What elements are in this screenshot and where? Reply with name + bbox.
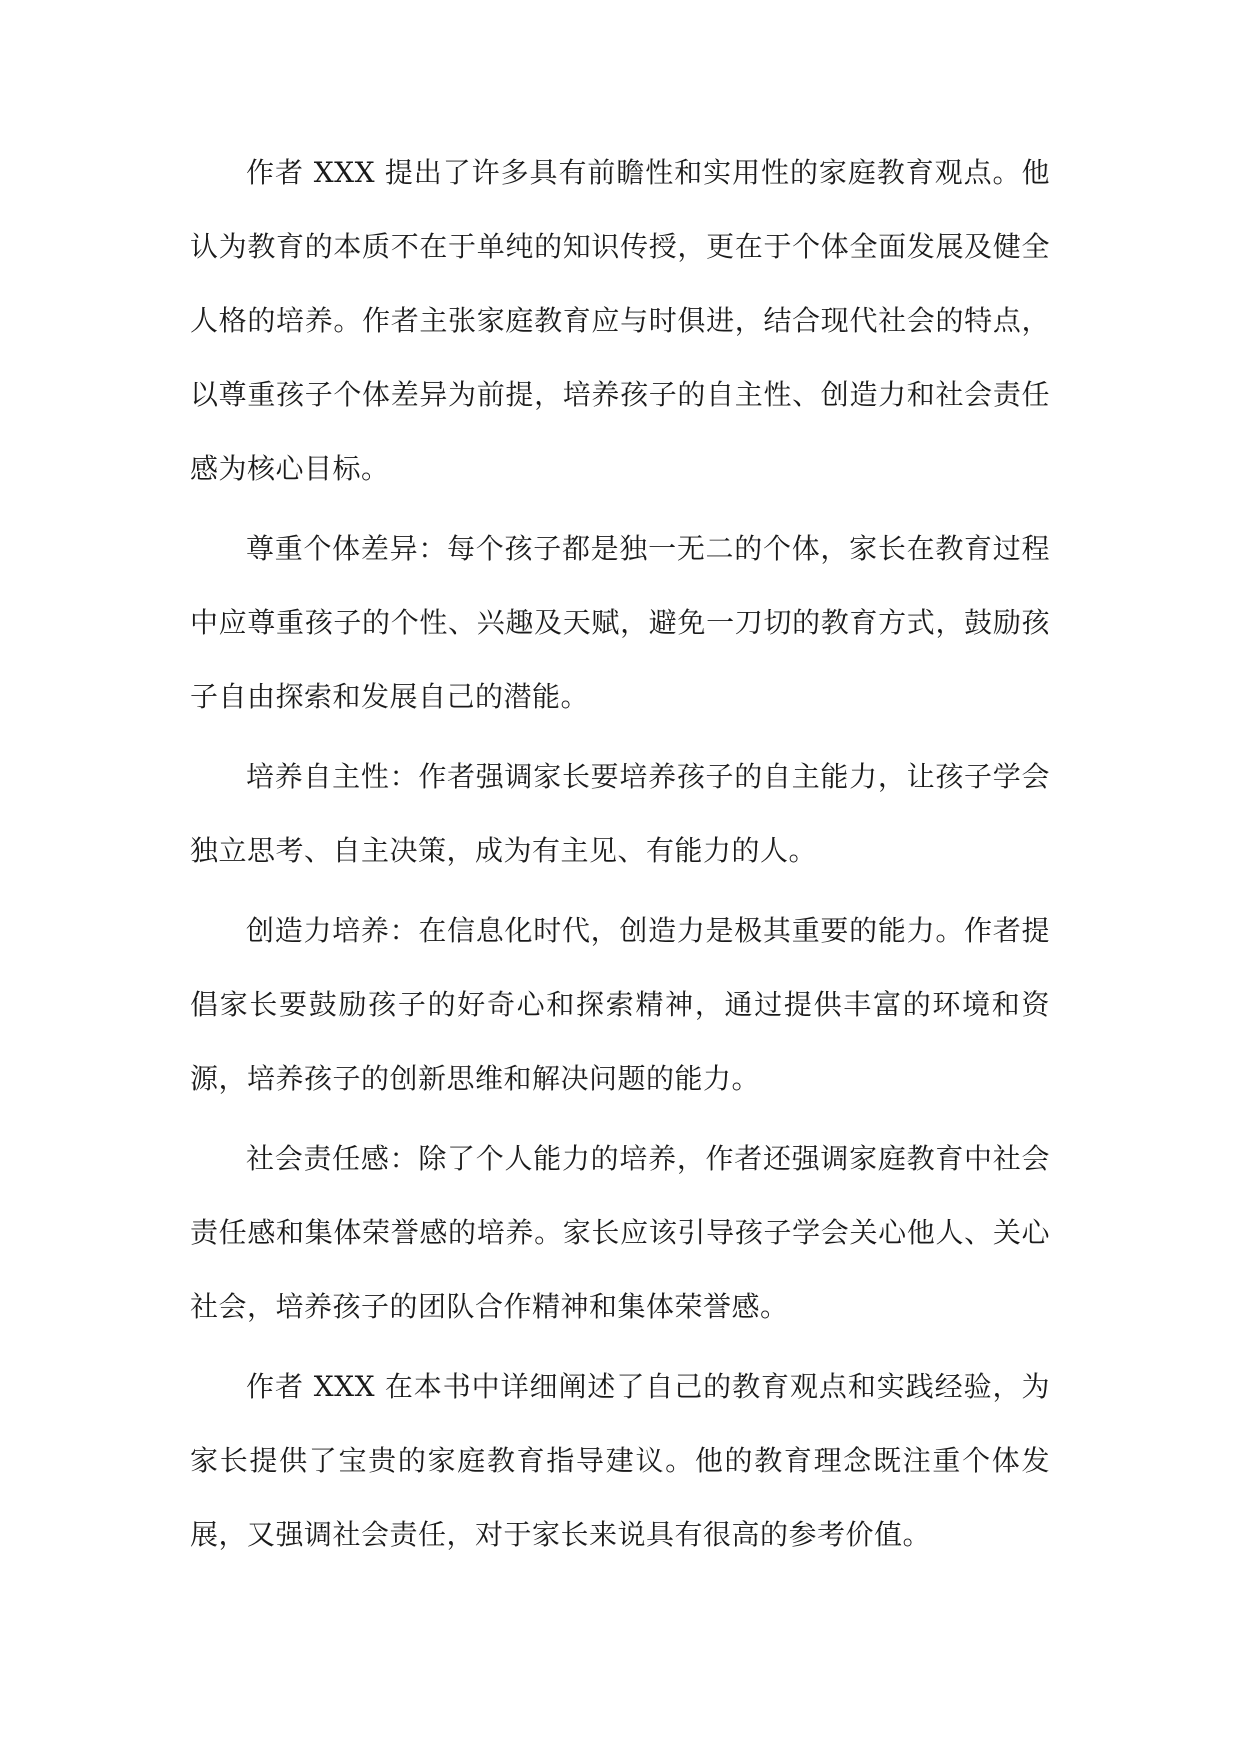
paragraph-conclusion: 作者 XXX 在本书中详细阐述了自己的教育观点和实践经验，为家长提供了宝贵的家庭教育指导建议。他的教育理念既注重个体发展，又强调社会责任，对于家长来说具有很高的参考价值。 xyxy=(190,1370,1050,1551)
paragraph-respect-differences: 尊重个体差异：每个孩子都是独一无二的个体，家长在教育过程中应尊重孩子的个性、兴趣及天赋，避免一刀切的教育方式，鼓励孩子自由探索和发展自己的潜能。 xyxy=(190,532,1050,713)
paragraph-autonomy: 培养自主性：作者强调家长要培养孩子的自主能力，让孩子学会独立思考、自主决策，成为有主见、有能力的人。 xyxy=(190,760,1050,867)
paragraph-creativity: 创造力培养：在信息化时代，创造力是极其重要的能力。作者提倡家长要鼓励孩子的好奇心和探索精神，通过提供丰富的环境和资源，培养孩子的创新思维和解决问题的能力。 xyxy=(190,914,1050,1095)
document-body xyxy=(190,136,1050,1572)
paragraph-intro: 作者 XXX 提出了许多具有前瞻性和实用性的家庭教育观点。他认为教育的本质不在于单纯的知识传授，更在于个体全面发展及健全人格的培养。作者主张家庭教育应与时俱进，结合现代社会的特点，以尊重孩子个体差异为前提，培养孩子的自主性、创造力和社会责任感为核心目标。 xyxy=(190,156,1050,485)
paragraph-social-responsibility: 社会责任感：除了个人能力的培养，作者还强调家庭教育中社会责任感和集体荣誉感的培养。家长应该引导孩子学会关心他人、关心社会，培养孩子的团队合作精神和集体荣誉感。 xyxy=(190,1142,1050,1323)
